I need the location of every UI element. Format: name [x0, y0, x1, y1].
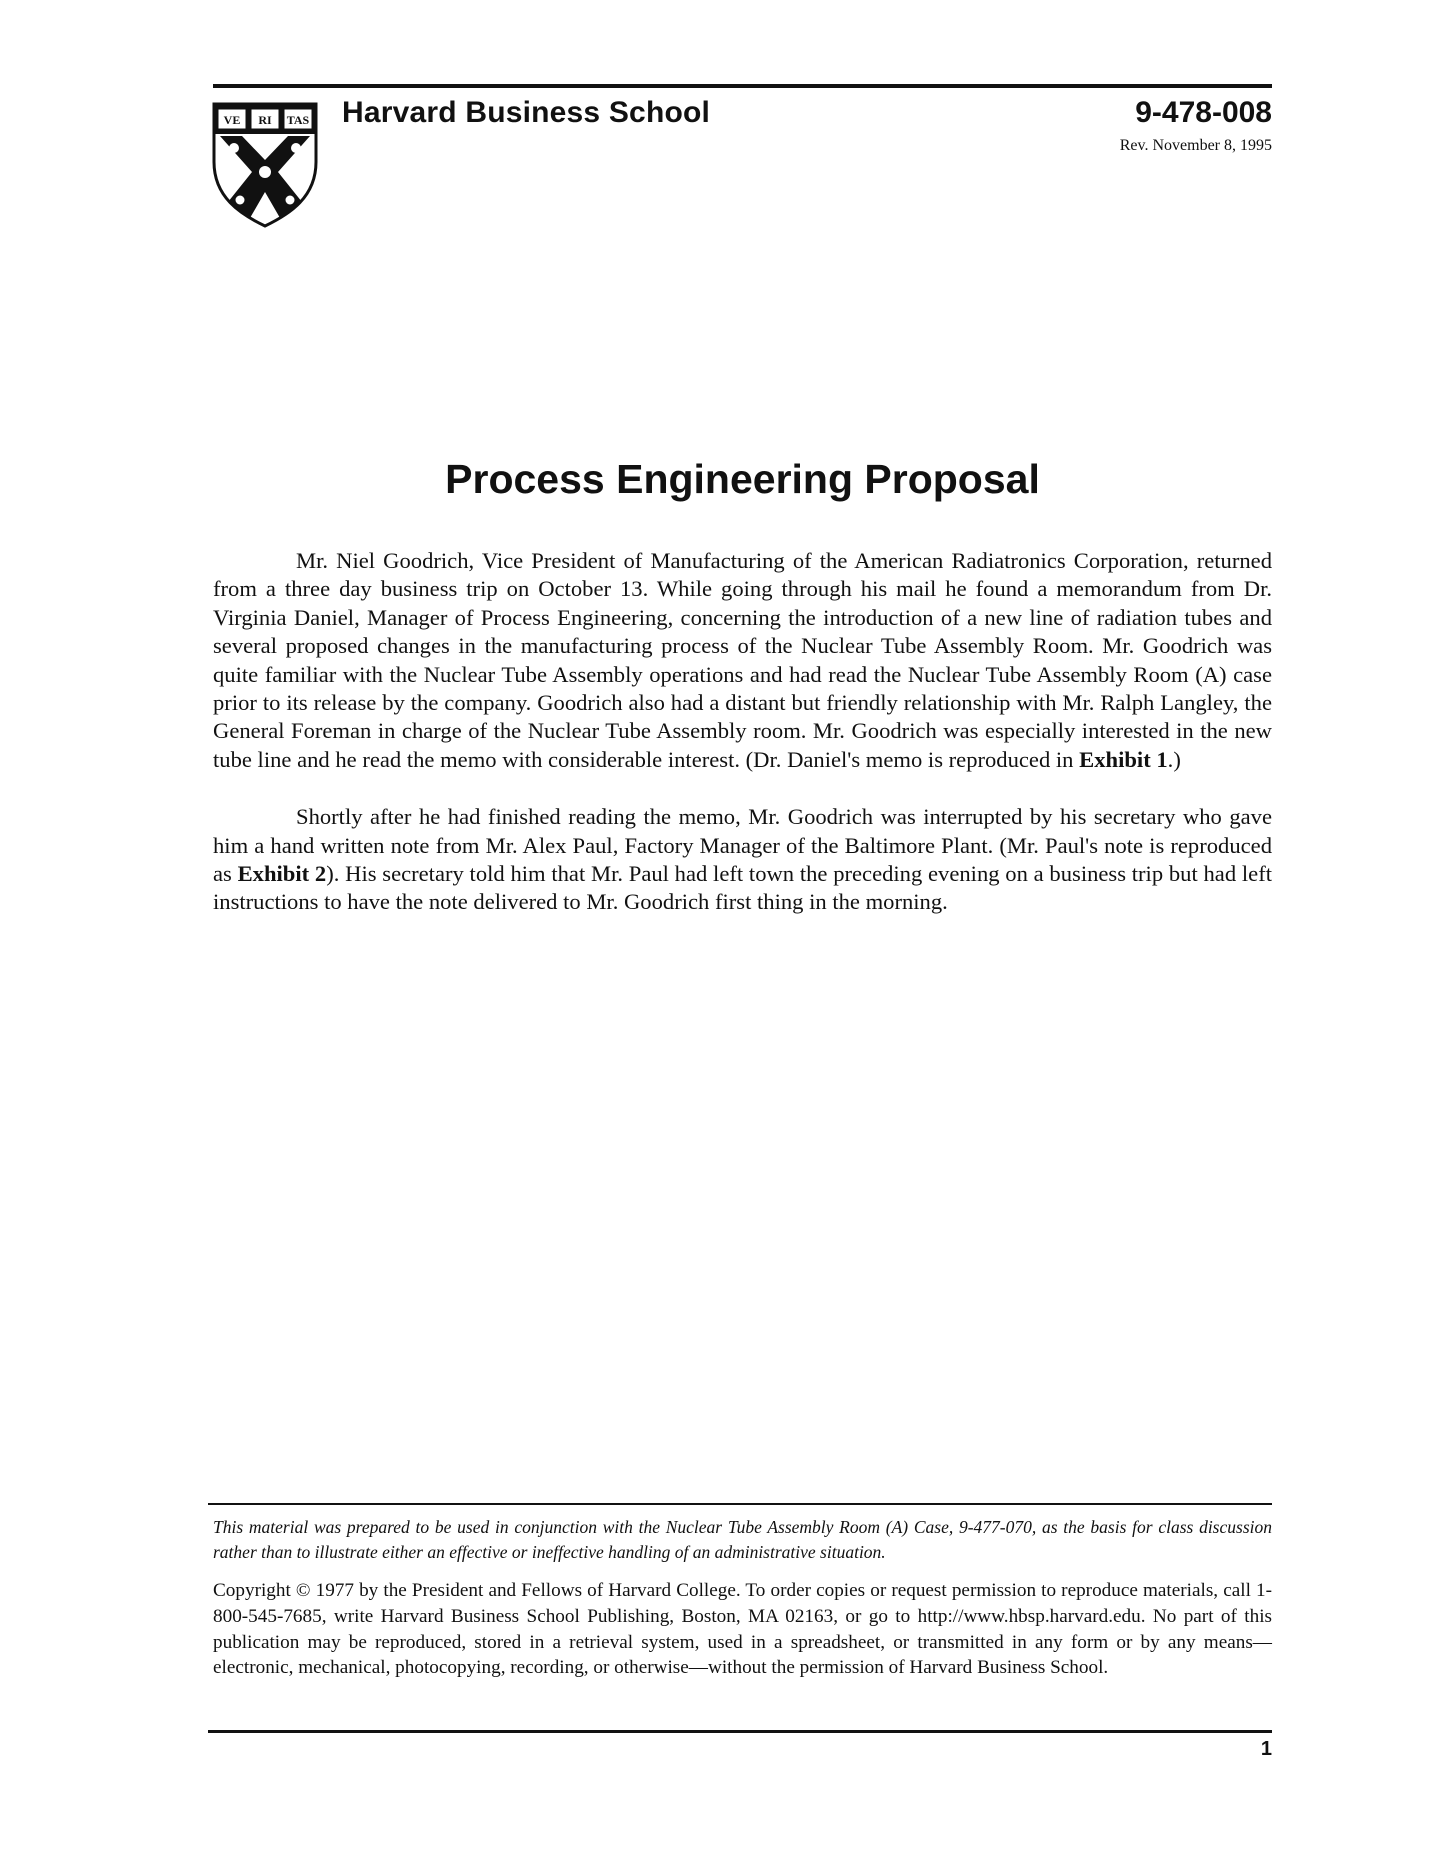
shield-book-2: RI — [258, 113, 272, 127]
footnote-rule — [208, 1503, 1272, 1505]
document-body — [213, 547, 1272, 946]
revision-date: Rev. November 8, 1995 — [1119, 137, 1272, 154]
paragraph-1-text: Mr. Niel Goodrich, Vice President of Manufacturing of the American Radiatronics Corporation, returned from a three day business trip on October 13. While going through his mail he found a memorandum from Dr. Virginia Daniel, Manager of Process Engineering, concerning the introduction of a new line of radiation tubes and several proposed changes in the manufacturing process of the Nuclear Tube Assembly Room. Mr. Goodrich was quite familiar with the Nuclear Tube Assembly operations and had read the Nuclear Tube Assembly Room (A) case prior to its release by the company. Goodrich also had a distant but friendly relationship with Mr. Ralph Langley, the General Foreman in charge of the Nuclear Tube Assembly room. Mr. Goodrich was especially interested in the new tube line and he read the memo with considerable interest. (Dr. Daniel's memo is reproduced in — [213, 548, 1272, 772]
exhibit-1-reference: Exhibit 1 — [1079, 746, 1168, 772]
copyright-notice: Copyright © 1977 by the President and Fellows of Harvard College. To order copies or request permission to reproduce materials, call 1-800-545-7685, write Harvard Business School Publishing, Boston, MA 02163, or go to http://www.hbsp.harvard.edu. No part of this publication may be reproduced, stored in a retrieval system, used in a spreadsheet, or transmitted in any form or by any means—electronic, mechanical, photocopying, recording, or otherwise—without the permission of Harvard Business School. — [213, 1580, 1272, 1679]
paragraph-2-text: Shortly after he had finished reading the memo, Mr. Goodrich was interrupted by his secretary who gave him a hand written note from Mr. Alex Paul, Factory Manager of the Baltimore Plant. (Mr. Paul's note is reproduced as — [213, 804, 1272, 887]
school-name: Harvard Business School — [342, 96, 711, 129]
bottom-rule — [208, 1730, 1272, 1733]
shield-book-3: TAS — [286, 113, 310, 127]
paragraph-2-end: ). His secretary told him that Mr. Paul had left town the preceding evening on a business trip but had left instructions to have the note delivered to Mr. Goodrich first thing in the morning. — [213, 861, 1272, 915]
paragraph-1-end: .) — [1167, 746, 1181, 772]
document-title: Process Engineering Proposal — [445, 456, 1040, 502]
page-number: 1 — [1260, 1738, 1272, 1760]
shield-book-1: VE — [223, 113, 241, 127]
exhibit-2-reference: Exhibit 2 — [237, 861, 327, 887]
hbs-shield-logo — [212, 102, 318, 228]
case-number: 9-478-008 — [1135, 96, 1272, 129]
paragraph-2 — [213, 803, 1272, 917]
paragraph-1 — [213, 547, 1272, 774]
footnote-text: This material was prepared to be used in conjunction with the Nuclear Tube Assembly Room (A) Case, 9-477-070, as the basis for class discussion rather than to illustrate either an effective or ineffective handling of an administrative situation. — [213, 1517, 1272, 1562]
header-rule — [213, 84, 1272, 88]
